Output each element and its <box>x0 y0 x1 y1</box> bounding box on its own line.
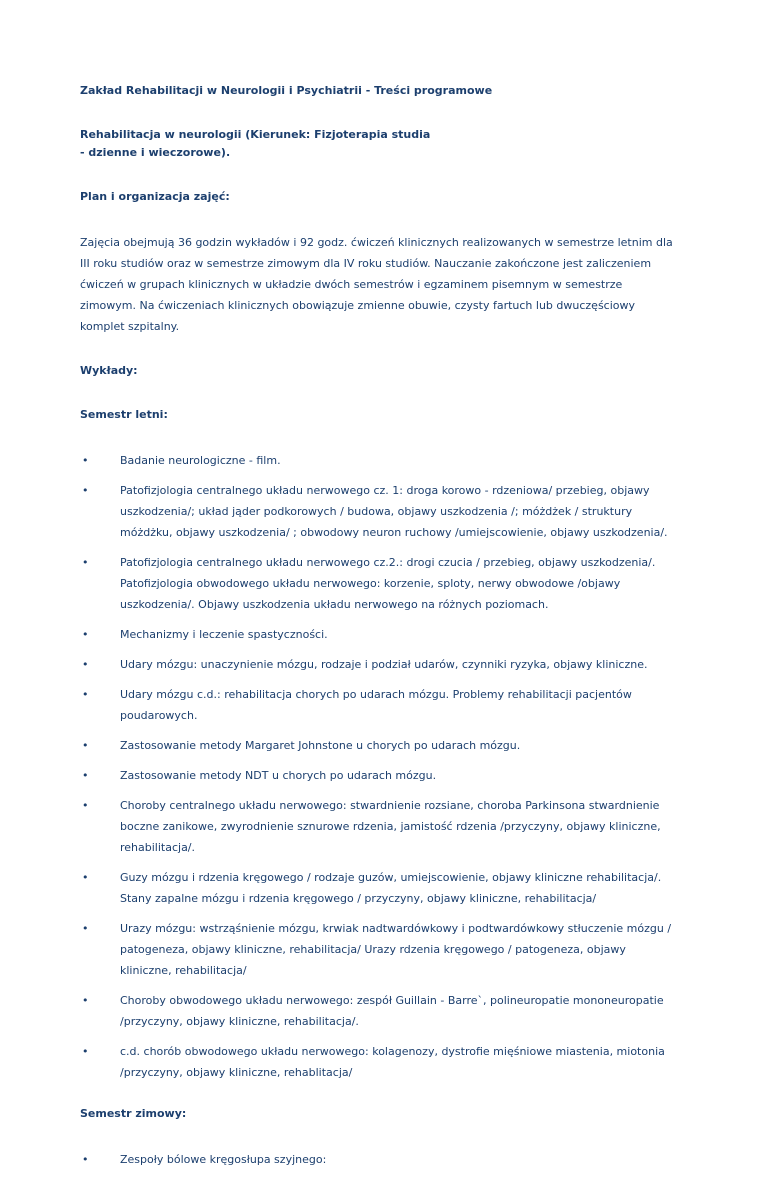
bullet-icon: • <box>82 484 89 497</box>
list-item-text: Guzy mózgu i rdzenia kręgowego / rodzaje guzów, umiejscowienie, objawy kliniczne rehabilitacja/. Stany zapalne mózgu i rdzenia kręgowego / przyczyny, objawy kliniczne, rehabilitacja/ <box>120 871 662 905</box>
list-item-text: c.d. chorób obwodowego układu nerwowego: kolagenozy, dystrofie mięśniowe miastenia, miotonia /przyczyny, objawy kliniczne, rehablitacja/ <box>120 1045 665 1079</box>
list-item <box>80 918 680 981</box>
list-item <box>80 765 680 786</box>
list-item <box>80 1149 680 1170</box>
list-item <box>80 735 680 756</box>
list-item <box>80 990 680 1032</box>
summer-semester-heading: Semestr letni: <box>80 408 168 421</box>
list-item <box>80 480 680 543</box>
winter-semester-heading: Semestr zimowy: <box>80 1107 187 1120</box>
list-item <box>80 867 680 909</box>
document-page <box>80 82 680 1179</box>
list-item-text: Patofizjologia centralnego układu nerwowego cz. 1: droga korowo - rdzeniowa/ przebieg, objawy uszkodzenia/; układ jąder podkorowych / budowa, objawy uszkodzenia /; móżdżek / struktury móżdżku, objawy uszkodzenia/ ; obwodowy neuron ruchowy /umiejscowienie, objawy uszkodzenia/. <box>120 484 668 539</box>
bullet-icon: • <box>82 628 89 641</box>
course-subtitle-line-1: Rehabilitacja w neurologii (Kierunek: Fizjoterapia studia <box>80 128 431 141</box>
list-item <box>80 795 680 858</box>
bullet-icon: • <box>82 1153 89 1166</box>
lectures-heading: Wykłady: <box>80 364 138 377</box>
list-item <box>80 684 680 726</box>
bullet-icon: • <box>82 556 89 569</box>
list-item-text: Mechanizmy i leczenie spastyczności. <box>120 628 328 641</box>
list-item-text: Udary mózgu c.d.: rehabilitacja chorych po udarach mózgu. Problemy rehabilitacji pacjentów poudarowych. <box>120 688 632 722</box>
list-item <box>80 1041 680 1083</box>
course-subtitle <box>80 126 680 162</box>
bullet-icon: • <box>82 739 89 752</box>
list-item <box>80 450 680 471</box>
list-item <box>80 654 680 675</box>
list-item-text: Urazy mózgu: wstrząśnienie mózgu, krwiak nadtwardówkowy i podtwardówkowy stłuczenie mózgu / patogeneza, objawy kliniczne, rehabilitacja/ Urazy rdzenia kręgowego / patogeneza, objawy kliniczne, rehabilitacja/ <box>120 922 672 977</box>
list-item-text: Choroby obwodowego układu nerwowego: zespół Guillain - Barre`, polineuropatie mononeuropatie /przyczyny, objawy kliniczne, rehabilitacja/. <box>120 994 664 1028</box>
list-item-text: Choroby centralnego układu nerwowego: stwardnienie rozsiane, choroba Parkinsona stwardnienie boczne zanikowe, zwyrodnienie sznurowe rdzenia, jamistość rdzenia /przyczyny, objawy kliniczne, rehabilitacja/. <box>120 799 661 854</box>
bullet-icon: • <box>82 799 89 812</box>
bullet-icon: • <box>82 454 89 467</box>
summer-lecture-list <box>80 450 680 1083</box>
list-item-text: Badanie neurologiczne - film. <box>120 454 281 467</box>
bullet-icon: • <box>82 871 89 884</box>
bullet-icon: • <box>82 994 89 1007</box>
bullet-icon: • <box>82 922 89 935</box>
bullet-icon: • <box>82 1045 89 1058</box>
list-item-text: Zastosowanie metody NDT u chorych po udarach mózgu. <box>120 769 437 782</box>
plan-heading: Plan i organizacja zajęć: <box>80 190 230 203</box>
plan-paragraph: Zajęcia obejmują 36 godzin wykładów i 92 godz. ćwiczeń klinicznych realizowanych w semestrze letnim dla III roku studiów oraz w semestrze zimowym dla IV roku studiów. Nauczanie zakończone jest zaliczeniem ćwiczeń w grupach klinicznych w układzie dwóch semestrów i egzaminem pisemnym w semestrze zimowym. Na ćwiczeniach klinicznych obowiązuje zmienne obuwie, czysty fartuch lub dwuczęściowy komplet szpitalny. <box>80 236 673 333</box>
list-item-text: Udary mózgu: unaczynienie mózgu, rodzaje i podział udarów, czynniki ryzyka, objawy kliniczne. <box>120 658 648 671</box>
list-item-text: Zastosowanie metody Margaret Johnstone u chorych po udarach mózgu. <box>120 739 521 752</box>
document-title: Zakład Rehabilitacji w Neurologii i Psychiatrii - Treści programowe <box>80 84 493 97</box>
course-subtitle-line-2: - dzienne i wieczorowe). <box>80 146 231 159</box>
list-item-text: Zespoły bólowe kręgosłupa szyjnego: <box>120 1153 327 1166</box>
list-item-text: Patofizjologia centralnego układu nerwowego cz.2.: drogi czucia / przebieg, objawy uszkodzenia/. Patofizjologia obwodowego układu nerwowego: korzenie, sploty, nerwy obwodowe /objawy uszkodzenia/. Objawy uszkodzenia układu nerwowego na różnych poziomach. <box>120 556 656 611</box>
list-item <box>80 552 680 615</box>
bullet-icon: • <box>82 769 89 782</box>
bullet-icon: • <box>82 688 89 701</box>
bullet-icon: • <box>82 658 89 671</box>
winter-lecture-list <box>80 1149 680 1170</box>
list-item <box>80 624 680 645</box>
